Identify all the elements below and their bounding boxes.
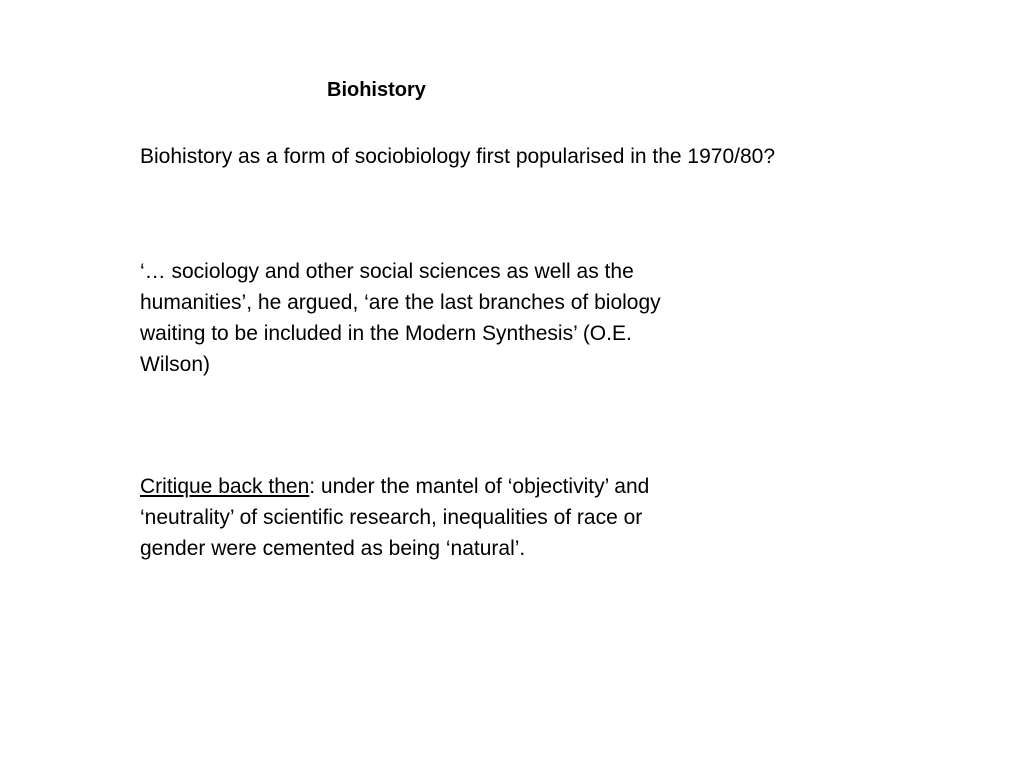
critique-line (140, 471, 740, 502)
intro-question: Biohistory as a form of sociobiology first popularised in the 1970/80? (140, 145, 776, 168)
quote-line: Wilson) (140, 353, 211, 376)
critique-line: gender were cemented as being ‘natural’. (140, 537, 526, 560)
quote-line: waiting to be included in the Modern Synthesis’ (O.E. (140, 322, 632, 345)
wilson-quote (140, 256, 740, 380)
quote-line: ‘… sociology and other social sciences as well as the (140, 260, 634, 283)
critique-text: : under the mantel of ‘objectivity’ and (309, 475, 650, 498)
critique-line: ‘neutrality’ of scientific research, inequalities of race or (140, 506, 643, 529)
critique-paragraph (140, 471, 740, 564)
slide-title: Biohistory (327, 79, 426, 101)
critique-label: Critique back then (140, 475, 310, 498)
quote-line: humanities’, he argued, ‘are the last branches of biology (140, 291, 661, 314)
